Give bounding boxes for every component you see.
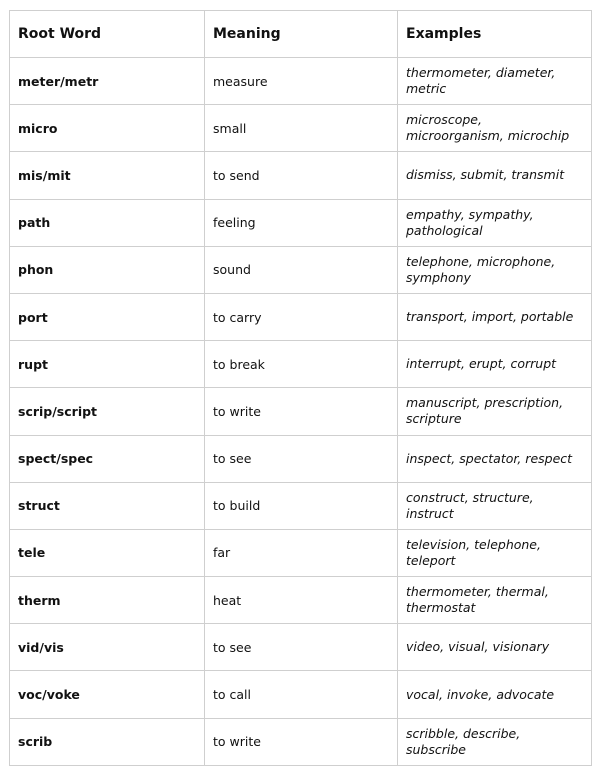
root-word-cell: vid/vis bbox=[10, 624, 205, 671]
examples-cell: thermometer, thermal, thermostat bbox=[398, 577, 592, 624]
root-word-cell: mis/mit bbox=[10, 152, 205, 199]
root-words-table-container bbox=[9, 10, 591, 766]
meaning-cell: feeling bbox=[205, 199, 398, 246]
root-word-cell: path bbox=[10, 199, 205, 246]
table-row bbox=[10, 624, 592, 671]
examples-cell: video, visual, visionary bbox=[398, 624, 592, 671]
meaning-cell: to call bbox=[205, 671, 398, 718]
examples-cell: empathy, sympathy, pathological bbox=[398, 199, 592, 246]
table-body bbox=[10, 58, 592, 766]
meaning-cell: measure bbox=[205, 58, 398, 105]
table-row bbox=[10, 246, 592, 293]
root-word-cell: voc/voke bbox=[10, 671, 205, 718]
meaning-cell: small bbox=[205, 105, 398, 152]
root-word-cell: tele bbox=[10, 529, 205, 576]
examples-cell: telephone, microphone, symphony bbox=[398, 246, 592, 293]
root-word-cell: rupt bbox=[10, 341, 205, 388]
table-row bbox=[10, 152, 592, 199]
examples-cell: thermometer, diameter, metric bbox=[398, 58, 592, 105]
root-word-cell: port bbox=[10, 293, 205, 340]
meaning-cell: to write bbox=[205, 718, 398, 765]
header-examples: Examples bbox=[398, 11, 592, 58]
root-words-table bbox=[9, 10, 592, 766]
meaning-cell: to see bbox=[205, 624, 398, 671]
meaning-cell: to carry bbox=[205, 293, 398, 340]
examples-cell: microscope, microorganism, microchip bbox=[398, 105, 592, 152]
table-row bbox=[10, 482, 592, 529]
header-root-word: Root Word bbox=[10, 11, 205, 58]
table-row bbox=[10, 105, 592, 152]
meaning-cell: to break bbox=[205, 341, 398, 388]
examples-cell: construct, structure, instruct bbox=[398, 482, 592, 529]
table-row bbox=[10, 293, 592, 340]
root-word-cell: phon bbox=[10, 246, 205, 293]
root-word-cell: micro bbox=[10, 105, 205, 152]
meaning-cell: sound bbox=[205, 246, 398, 293]
table-row bbox=[10, 529, 592, 576]
table-row bbox=[10, 341, 592, 388]
root-word-cell: struct bbox=[10, 482, 205, 529]
examples-cell: scribble, describe, subscribe bbox=[398, 718, 592, 765]
root-word-cell: meter/metr bbox=[10, 58, 205, 105]
root-word-cell: scrip/script bbox=[10, 388, 205, 435]
meaning-cell: to send bbox=[205, 152, 398, 199]
table-row bbox=[10, 718, 592, 765]
table-row bbox=[10, 199, 592, 246]
table-row bbox=[10, 577, 592, 624]
examples-cell: transport, import, portable bbox=[398, 293, 592, 340]
meaning-cell: to build bbox=[205, 482, 398, 529]
examples-cell: dismiss, submit, transmit bbox=[398, 152, 592, 199]
table-row bbox=[10, 671, 592, 718]
root-word-cell: scrib bbox=[10, 718, 205, 765]
root-word-cell: therm bbox=[10, 577, 205, 624]
meaning-cell: far bbox=[205, 529, 398, 576]
table-row bbox=[10, 388, 592, 435]
examples-cell: vocal, invoke, advocate bbox=[398, 671, 592, 718]
examples-cell: manuscript, prescription, scripture bbox=[398, 388, 592, 435]
header-meaning: Meaning bbox=[205, 11, 398, 58]
meaning-cell: to see bbox=[205, 435, 398, 482]
table-row bbox=[10, 435, 592, 482]
table-row bbox=[10, 58, 592, 105]
root-word-cell: spect/spec bbox=[10, 435, 205, 482]
table-header-row bbox=[10, 11, 592, 58]
examples-cell: television, telephone, teleport bbox=[398, 529, 592, 576]
examples-cell: inspect, spectator, respect bbox=[398, 435, 592, 482]
examples-cell: interrupt, erupt, corrupt bbox=[398, 341, 592, 388]
meaning-cell: heat bbox=[205, 577, 398, 624]
meaning-cell: to write bbox=[205, 388, 398, 435]
